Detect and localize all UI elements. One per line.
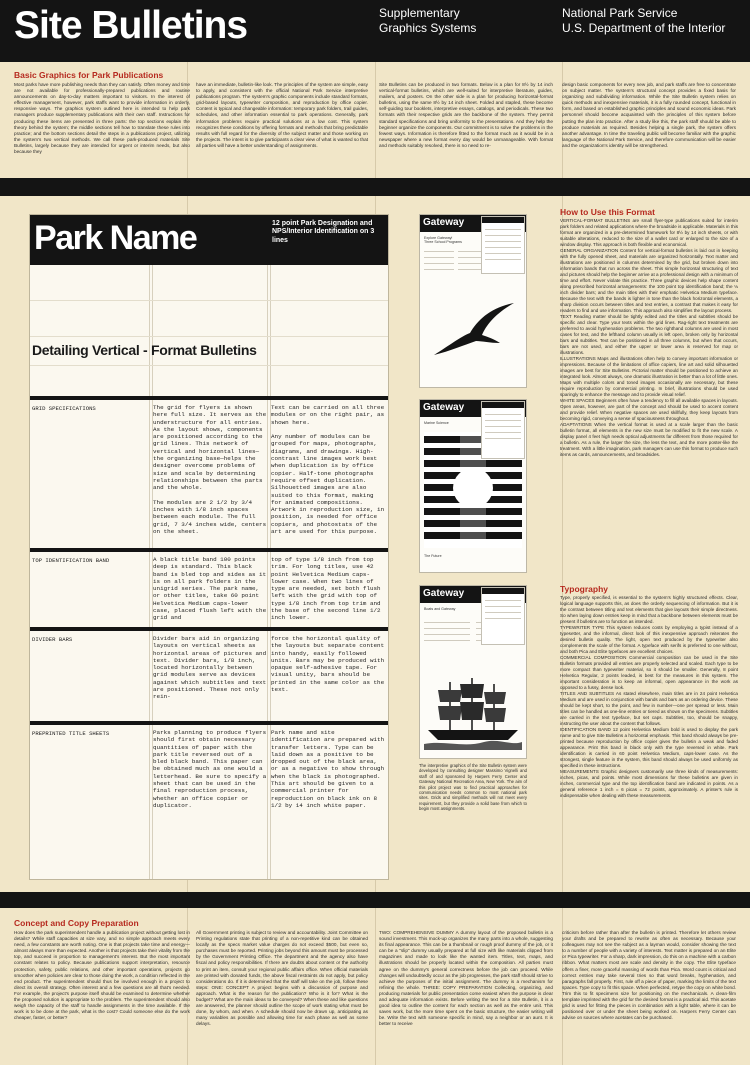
intro-col1: Most parks have more publishing needs than they can satisfy. Often money and time are not available for professionally-prepared publications and routine announcements on day-to-day matters important to visitors. In the interest of effective management, however, park staffs want to provide information in orderly, responsive ways. The graphics system outlined here is intended to help park managers produce supplementary publications with their own staff. Instructions for producing these items are presented in three parts: the top sections explain the theory behind the system; the middle sections tell how to translate these rules into practice; and the bottom sections detail the steps in a publications project, utilizing the system's two vertical methods. We call these park-produced materials Site Bulletins, largely because they are intended for urgent or interim needs, but also because they: [14, 82, 190, 155]
typography-heading: Typography: [560, 584, 609, 594]
section-text: top of type 1/8 inch from top trim. For long titles, use 42 point Helvetica Medium caps-lower case. When two lines of type are needed, set both flush left with the grid with top of type 1/8 inch from top trim and the base of the second line 1/2 inch lower.: [271, 556, 385, 622]
header-org-line2: U.S. Department of the Interior: [562, 21, 726, 35]
gateway-subtitle: Boats and Gateway: [424, 607, 456, 611]
divider-bar: [30, 627, 388, 631]
gateway-footer: The Future: [424, 554, 442, 558]
section-label: PREPRINTED TITLE SHEETS: [32, 730, 110, 737]
thumbnail-page: [481, 587, 525, 645]
concept-col2: All Government printing is subject to review and accountability. Joint Committee on Printing regulations state that printing of a non-repetitive kind can be obtained locally as the specs market value charges do not exceed $500, but even so, purchases must be reported. Printing jobs beyond this amount must be processed by the Government Printing Office. The department and the agency also have fiscal and policy responsibilities. If there are doubts about content or the authority to print an item, consult your regional public affairs office. When official materials are printed with donated funds, the above fiscal restraints do not apply, but policy considerations do. If it is determined that the staff will take on the job, follow these steps: ONE: CONCEPT A project begins with a discussion of purpose and approach. What is the reason for the publication? Who is it for? What is the budget? What are the main ideas to be conveyed? When these and like questions are answered, the planner should outline the scope of work stating what must be done, by whom, and when. A schedule should now be drawn up, anticipating as many variables as possible and allowing time for each phase as well as some delays.: [196, 930, 368, 1027]
header-sub-line2: Graphics Systems: [379, 21, 477, 35]
section-text: The grid for flyers is shown here full size. It serves as the understructure for all entries. As the layout shows, components are positioned according to the grid lines. This network of vertical and horizontal lines—the organizing base—helps the designer overcome problems of size and scale by determining relationships between the parts and the whole. The modules are 2 1/2 by 3/4 inches with 1/8 inch spaces between each module. The full grid, 7 3/4 inches wide, centers on the sheet.: [153, 404, 267, 536]
section-label: GRID SPECIFICATIONS: [32, 405, 96, 412]
park-name-specimen: [29, 214, 389, 880]
intro-col2: have an immediate, bulletin-like look. The principles of the system are simple, easy to apply, and consistent with the official National Park Service interpretive publications program. The system's graphic components include standard formats, grid-based layouts, typewriter composition, and reproduction by office copier. Content is typical and changeable information: temporary park folders, trail guides, schedules, and other information essential to park operations. Generally, park information problems require practical solutions at a low cost. This system recognizes these conditions by offering formats and methods that bring predictable results with full regard for the diversity of the subject matter and those working on the projects. The intent is to give participants a clear view of what is wanted so that all parties will have a better understanding of assignments.: [196, 82, 368, 148]
section-text: Text can be carried on all three modules or on the right pair, as shown here. Any number of modules can be grouped for maps, photographs, diagrams, and drawings. High-contrast line images work best when duplication is by office copier. Half-tone photographs require offset duplication. Silhouetted images are also suited to this format, making for animated compositions. Artwork in reproduction size, in position, is needed for office copiers, and photostats of the art are used for this purpose.: [271, 404, 385, 536]
specimen-caption: The interpretive graphics of the Site Bulletin system were developed by consulting designer Massimo Vignelli and staff of and sponsored by Harpers Ferry Center and Gateway National Recreation Area, New York. The aim of this pilot project was to find practical approaches for communication needs common to most national park sites. Grids and simplified methods will not meet every requirement, but they provide a solid base from which to begin most assignments.: [419, 763, 527, 812]
header-org-line1: National Park Service: [562, 6, 678, 20]
grid-line: [30, 365, 388, 366]
divider-band-bottom: [0, 892, 750, 908]
designation-note: 12 point Park Designation and NPS/Interior Identification on 3 lines: [272, 220, 375, 244]
gateway-title: Gateway: [420, 215, 526, 232]
header-org: [562, 6, 725, 36]
gateway-subtitle: Marine Science: [424, 421, 449, 425]
divider-bar: [30, 396, 388, 400]
section-text: Divider bars aid in organizing layouts on vertical sheets as horizontal areas of pictures and text. Divider bars, 1/8 inch, located horizontally between grid modules serve as devices against which subtitles and text are positioned. These not only rein-: [153, 635, 270, 701]
intro-col4: design basic components for every new job, and park staffs are free to concentrate on subject matter. The system's structural concept provides a fixed basis for organizing and subdividing information. While the Site Bulletin system relies on quick methods and inexpensive materials, it is a fully rounded concept, functional in form, and based on established graphic principles and sound economic ideas. Park personnel should become acquainted with the principles of this system before putting the plan into practice. After a study like this, the park staff should be able to produce materials as required. Besides helping a single park, the system offers another advantage. In time the traveling public will become familiar with the graphic language of the National Park Service, and therefore communication will be easier and the organization's identity will be strengthened.: [562, 82, 736, 148]
concept-col1: How does the park superintendent handle a publication project without getting lost in details? While staff capacities at size vary, and no simple approach meets every need, a few constants are worth noting. One is that projects take time and energy—almost always more than expected. Another is that projects take their vitality from the top, and succeed in proportion to management's interest. But the most important constant relates to policy. Because publications support interpretation, resource protection, safety, public relations, and other important operations, projects go smoother when policies are clear to those doing the work, a condition reflected in the end product. The superintendent should thus be involved enough in a project to direct its overall strategy. Often interest and a few questions are all that's needed. For example, the project's purpose itself should be examined to determine whether the proposed solution is appropriate to the problem. The superintendent should also weigh the capacity of the staff to handle assignments in the time available. If the work is to be done at the park, what is the cost? Could someone else do the work cheaper, faster, or better?: [14, 930, 190, 1021]
how-to-text: VERTICAL-FORMAT BULLETINS are small flyer-type publications suited for interim park folders and related applications where the broadside is applicable. Materials in this format are organized in a pre-determined framework for 8½ by 14 inch sheets, or with suitable alterations, reduced to the size of a wallet card or enlarged to the size of a window display. This approach is both flexible and economical. GENERAL ORGANIZATION Content for vertical-format bulletins is laid out in keeping with the fully opened sheet, and materials are organized horizontally. Text matter and illustrations are positioned in columns determined by the grid, but broken down into information bands that run across the sheet. This simple horizontal structuring of text and pictures should help the beginner arrive at a professional design with a minimum of time and effort. Never violate this practice. Three graphic devices help shape content along prescribed horizontal arrangements: the 100 point top identification band; the ⅛ inch divider bars; and the main titles with their emphatic Helvetica Medium typeface. Because the text with the bands is lighter in tone than the black horizontal elements, a sharp division occurs between titles and text entries, a contrast that makes it easy for readers to find and use information. This approach also simplifies the layout process. TEXT Reading matter should be tightly edited and the titles and subtitles should be specific and clear. Type your texts within the grid lines. Rag-right text treatments are preferred to avoid hyphenation problems. The two righthand columns are used in most cases for text, and the lefthand column usually is left open, broken only by horizontal bars and subtitles. Text can be positioned in all three columns, but when that occurs, bars are not used, and either the upper or lower area is reserved for map or illustrations. ILLUSTRATIONS Maps and illustrations often help to convey important information or impressions. Because of the limitations of office copiers, line art and solid silhouetted images are best for Site Bulletins. Pictorial matter should be positioned to achieve an integrated look. Almost always, one dramatic illustration is better than a lot of little ones. Maps with multiple colors and toned images occasionally are necessary, but these require reproduction by commercial printing. In brief, illustrations should be used sparingly to enhance the message and to provide visual relief. WHITE SPACES Beginners often have a tendency to fill all available spaces in layouts. Open areas, however, are part of the concept and should be used to accent content and provide relief. When negative spaces are used skillfully, they keep layouts from becoming rigid, conveying a sense of spaciousness throughout. ADAPTATIONS When the vertical format is used at a scale larger than the basic bulletin format, all elements in the new size must be modified to fit the new scale. A display panel 4 feet high needs optical adjustments far different from those required for a bulletin. As a rule, the larger the size, the less the text, and the more poster-like the treatment. With a little imagination, park managers can use this format to produce such items as cards, announcements, and broadsides.: [560, 218, 738, 457]
thumbnail-page: [481, 401, 525, 459]
gateway-title: Gateway: [420, 586, 526, 603]
header-bar: [0, 0, 750, 62]
page-title: Site Bulletins: [14, 4, 248, 47]
how-to-heading: How to Use this Format: [560, 207, 655, 217]
park-name-title: Park Name: [34, 219, 197, 257]
gateway-subtitle: Explore Gateway! Three School Programs: [424, 236, 462, 245]
concept-heading: Concept and Copy Preparation: [14, 918, 139, 928]
intro-col3: Site Bulletins can be produced in two formats. Below is a plan for 8½ by 14 inch vertical-format bulletins, which are well-suited for interpretive literature, guides, mailers, and posters. On the other side is a plan for producing horizontal-format bulletins, using the same 8½ by 14 inch sheet. Folded and stapled, these become self-guiding tour booklets, interpretive essays, catalogs, and periodicals. These two formats with their respective grids are the backbone of the system. They permit standard specifications and bring uniformity to the presentations. And they help the beginner organize the components. Our commitment is to solve the problems in the fewest ways. Information is therefore fitted to the format much as it would be in a newspaper where a new format every day would be unmanageable. With format and methods suitably resolved, there is no need to re-: [379, 82, 553, 148]
divider-band-top: [0, 178, 750, 196]
header-sub-line1: Supplementary: [379, 6, 460, 20]
grid-line: [30, 336, 388, 337]
concept-col4: criticism before rather than after the bulletin is printed. Therefore let others review your drafts and be prepared to rewrite as often as necessary. Because your colleagues may not see the subject as a layman would, consider showing the text to a number of people with a variety of interests. Text matter is prepared on an Elite or Pica typewriter. For a sharp, dark impression, do this on a machine with a carbon ribbon. What matters most are scale and density in the copy. The Elite typeface offers a finer, more graceful massing of words than Pica. Word count is critical and correct entries may take several tries so that word breaks, hyphenation, and paragraphs fall properly. First, rule off a piece of paper, marking the limits of the text spaces. Type copy to fit this space. When perfected, retype the copy on white bond. Trim this to fit specimens size for positioning on the mechanicals. A clean-film template imprinted with the grid for the desired format is a practical aid. This acetate grid is used for fitting the pieces in combination with a light table, where it can be positioned over or under the sheet being worked on. Harpers Ferry Center can advise on sources where acetates can be purchased.: [562, 930, 736, 1021]
ship-illustration: [424, 676, 522, 750]
section-text: A black title band 100 points deep is standard. This black band is bled top and sides as it is on all park folders in the unigrid series. The park name, or other titles, take 60 point Helvetica Medium caps-lower case, placed flush left with the grid and: [153, 556, 270, 622]
typography-text: Type, properly specified, is essential to the system's highly structured effects. Clear, logical language supports this, as does the orderly sequencing of information. But it is the contrast between titling and text elements that give layouts their simple directness. So when laying down entries keep in mind that a backbone between elements must be present if bulletins are to function as intended. TYPEWRITER TYPE This system reduces costs by employing a typist instead of a typesetter, and the informal, direct look of this inexpensive approach reiterates the desired bulletin quality. The light, open text produced by the typewriter also complements the scale of the format. A typeface with serifs is preferred to one without, and both Pica and Elite typefaces are excellent choices. COMMERCIAL COMPOSITION Commercial composition can be used in the Site Bulletin formats provided all entries are properly selected and scaled. Each type to be more compact than typewriter material, so it should be smaller. Generally, 8 point Helvetica Regular, 2 points leaded, is best for the measures in this system. The important consideration is to keep an informal, open appearance in the work as opposed to a fussy, dense look. TITLES AND SUBTITLES As stated elsewhere, main titles are in 24 point Helvetica Medium and are used in conjunction with bands and bars as an ordering device. These should be kept short, to the point, and few in number—one per spread or less. Main titles can be handled as one-line entries or tiered as shown on the specimens. Subtitles are carried in the text typeface, but set caps. Subtitles, too, should be snappy, instructing the user about the content that follows. IDENTIFICATION BAND 12 point Helvetica Medium bold is used to display the park name and to give Site Bulletins a horizontal emphasis. This band should always be pre-printed because reproduction by office copier gives the bulletin a weak and faded appearance. Print this band in black only with the type reversed in white. Park identification is carried in 60 point Helvetica Medium, caps-lower case. As the strongest, single feature in the system, this band should always be used uniformly as specified in these instructions. MEASUREMENTS Graphic designers customarily use three kinds of measurements: inches, picas, and points. While most dimensions for these bulletins are given in inches, commercial type and the top identification band are indicated in points. As a general reference 1 inch = 6 picas = 72 points, approximately. A printer's rule is indispensable when dealing with these measurements.: [560, 595, 738, 798]
section-label: TOP IDENTIFICATION BAND: [32, 557, 110, 564]
thumbnail-page: [481, 216, 525, 274]
section-text: Parks planning to produce flyers should first obtain necessary quantities of paper with the park title reversed out of a bled black band. This paper can be obtained much as one would a letterhead. Be sure to specify a sheet that can be used in the final reproduction process, whether an office copier or duplicator.: [153, 729, 270, 809]
grid-line: [30, 300, 388, 301]
intro-heading: Basic Graphics for Park Publications: [14, 70, 164, 80]
bird-illustration: [430, 297, 518, 367]
divider-bar: [30, 721, 388, 725]
divider-bar: [30, 548, 388, 552]
section-label: DIVIDER BARS: [32, 636, 73, 643]
concept-col3: TWO: COMPREHENSIVE DUMMY A dummy layout of the proposed bulletin is a sound investment. This mock-up organizes the many parts into a whole, suggesting its final appearance. This can be a thumbnail or rough proof dummy of the job, or it can be a "slip" dummy usually prepared at full size with like materials clipped from magazines and made to look like the wanted item. Titles, text, maps, and illustrations should be properly located within the composition. All parties must agree on the dummy's general correctness before the job can proceed. While changes will undoubtedly occur as the job progresses, the park staff should strive to achieve the purposes of the initial assignment. The dummy is a mechanism for refining the whole. THREE: COPY PREPARATION Collecting, organizing, and producing materials for public presentation come easiest when the purpose is clear and adequate information exists. Before writing the text for a Site Bulletin, it is a good idea to outline the content for each section as well as the entire unit. This saves work, but the more time spent on the basic structure, the easier writing will be. Write the text with someone specific in mind, say a neighbor or an aunt. It is better to receive: [379, 930, 553, 1027]
panel-heading: Detailing Vertical - Format Bulletins: [32, 342, 257, 358]
section-text: Park name and site identification are prepared with transfer letters. Type can be laid down as a positive to be dropped out of the black area, or as a negative to show through when the black is photographed. This art should be given to a commercial printer for reproduction on black ink on 8 1/2 by 14 inch white paper.: [271, 729, 388, 809]
gateway-title: Gateway: [420, 400, 526, 417]
header-subtitle: [379, 6, 476, 36]
section-text: force the horizontal quality of the layouts but separate content into handy, easily followed units. Bars may be produced with opaque self-adhesive tape. For visual unity, bars should be printed in the same color as the text.: [271, 635, 388, 694]
